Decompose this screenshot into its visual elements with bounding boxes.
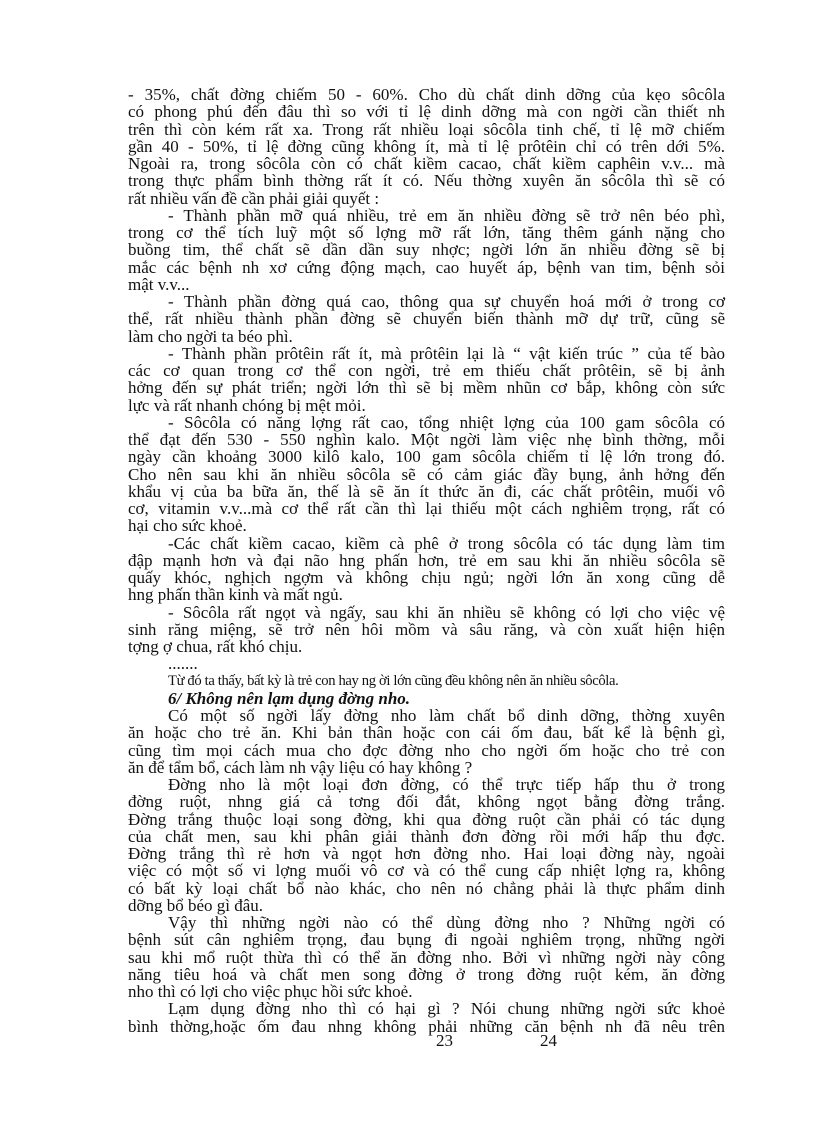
text-line: năng tiêu hoá và chất men song đờng ở trong đờng ruột kém, ăn đờng [128,964,725,984]
text-line: nho thì có lợi cho việc phục hồi sức khoẻ. [128,982,413,1001]
paragraph [128,707,725,776]
paragraph [128,673,725,690]
text-line: bình thờng,hoặc ốm đau nhng không phải những căn bệnh nh đã nêu trên [128,1016,725,1036]
text-line: Có một số ngời lấy đờng nho làm chất bổ dinh dỡng, thờng xuyên [168,706,725,725]
text-line: đập mạnh hơn và đại não hng phấn hơn, trẻ em sau khi ăn nhiều sôcôla sẽ [128,550,725,570]
text-line: tợng ợ chua, rất khó chịu. [128,637,303,656]
text-line: Đờng trắng thì rẻ hơn và ngọt hơn đờng nho. Hai loại đờng này, ngoài [128,844,725,863]
text-line: Đờng trắng thuộc loại song đờng, khi qua đờng ruột cần phải có tác dụng [128,809,725,829]
paragraph [128,207,725,293]
paragraph [128,293,725,345]
text-line: của chất men, sau khi phân giải thành đơn đờng rồi mới hấp thu đợc. [128,826,725,846]
text-line: cũng tìm mọi cách mua cho đợc đờng nho cho ngời ốm hoặc cho trẻ con [128,740,725,760]
document-body [128,86,725,1035]
text-line: trong cơ thể tích luỹ một số lợng mỡ rất lớn, tăng thêm gánh nặng cho [128,223,725,242]
text-line: sinh răng miệng, sẽ trở nên hôi mồm và sâu răng, và còn xuất hiện hiện [128,619,725,639]
text-line: khẩu vị của ba bữa ăn, thế là sẽ ăn ít thức ăn đi, các chất prôtêin, muối vô [128,481,725,501]
text-line: thể đạt đến 530 - 550 nghìn kalo. Một ngời làm việc nhẹ bình thờng, mỗi [128,430,725,449]
text-line: quấy khóc, nghịch ngợm và không chịu ngủ; ngời lớn ăn xong cũng dễ [128,568,725,587]
text-line: hởng đến sự phát triển; ngời lớn thì sẽ bị mềm nhũn cơ bắp, không còn sức [128,378,725,398]
text-line: đờng ruột, nhng giá cả tơng đối đắt, không ngọt bằng đờng trắng. [128,792,725,812]
text-line: bệnh sút cân nghiêm trọng, đau bụng đi ngoài nghiêm trọng, những ngời [128,930,725,950]
paragraph [128,414,725,535]
text-line: Đờng nho là một loại đơn đờng, có thể trực tiếp hấp thu ở trong [168,775,725,794]
text-line: trên thì còn kém rất xa. Trong rất nhiều loại sôcôla tinh chế, tỉ lệ mỡ chiếm [128,119,725,139]
text-line: - Thành phần mỡ quá nhiều, trẻ em ăn nhiều đờng sẽ trở nên béo phì, [168,205,725,225]
text-line: - Sôcôla rất ngọt và ngấy, sau khi ăn nhiều sẽ không có lợi cho việc vệ [168,602,725,622]
text-line: 6/ Không nên lạm dụng đờng nho. [168,688,411,708]
paragraph [128,86,725,207]
text-line: ....... [168,654,198,674]
text-line: hại cho sức khoẻ. [128,516,247,536]
paragraph [128,345,725,414]
text-line: Ngoài ra, trong sôcôla còn có chất kiềm cacao, chất kiềm caphêin v.v... mà [128,154,725,173]
paragraph [128,655,725,672]
text-line: rất nhiều vấn đề cần phải giải quyết : [128,188,380,208]
paragraph [128,776,725,914]
text-line: lực và rất nhanh chóng bị mệt mỏi. [128,395,366,415]
paragraph [128,914,725,1000]
text-line: làm cho ngời ta béo phì. [128,326,293,346]
text-line: Lạm dụng đờng nho thì có hại gì ? Nói chung những ngời sức khoẻ [168,999,725,1019]
text-line: ăn để tẩm bổ, cách làm nh vậy liệu có hay không ? [128,757,473,777]
paragraph [128,1000,725,1035]
text-line: - Thành phần đờng quá cao, thông qua sự chuyển hoá mới ở trong cơ [168,292,725,311]
text-line: sau khi mổ ruột thừa thì có thể ăn đờng nho. Bởi vì những ngời này công [128,947,725,967]
text-line: buồng tim, thể chất sẽ dần dần suy nhợc; ngời lớn ăn nhiều đờng sẽ bị [128,240,725,260]
text-line: việc có một số vi lợng muối vô cơ và có thể cung cấp nhiệt lợng ra, không [128,861,725,881]
text-line: có phong phú đến đâu thì so với tỉ lệ dinh dỡng mà con ngời cần thiết nh [128,102,725,122]
text-line: ăn hoặc cho trẻ ăn. Khi bản thân hoặc con cái ốm đau, bất kể là bệnh gì, [128,723,725,743]
section-heading [128,690,725,707]
text-line: trong thực phẩm bình thờng rất ít có. Nếu thờng xuyên ăn sôcôla thì sẽ có [128,171,725,191]
text-line: các cơ quan trong cơ thể con ngời, trẻ em thiếu chất prôtêin, sẽ bị ảnh [128,361,725,380]
text-line: dỡng bổ béo gì đâu. [128,895,264,915]
text-line: hng phấn thần kinh và mất ngủ. [128,585,343,605]
text-line: có bất kỳ loại chất bổ nào khác, cho nên nó chẳng phải là thực phẩm dinh [128,878,725,898]
text-line: mật v.v... [128,274,190,294]
paragraph [128,535,725,604]
text-line: mắc các bệnh nh xơ cứng động mạch, cao huyết áp, bệnh van tim, bệnh sỏi [128,257,725,277]
text-line: cơ, vitamin v.v...mà cơ thể rất cần thì lại thiếu một cách nghiêm trọng, rất có [128,499,725,518]
page-number-left: 23 [436,1031,453,1050]
text-line: - Thành phần prôtêin rất ít, mà prôtêin lại là “ vật kiến trúc ” của tế bào [168,343,725,363]
text-line: thể, rất nhiều thành phần đờng sẽ chuyển biến thành mỡ dự trữ, cũng sẽ [128,309,725,329]
page-number-right: 24 [540,1031,557,1050]
text-line: gần 40 - 50%, tỉ lệ đờng cũng không ít, mà tỉ lệ prôtêin chỉ có trên dới 5%. [128,136,725,156]
text-line: Cho nên sau khi ăn nhiều sôcôla sẽ có cảm giác đầy bụng, ảnh hởng đến [128,464,725,484]
text-line: -Các chất kiềm cacao, kiềm cà phê ở trong sôcôla có tác dụng làm tim [168,533,725,553]
text-line: - 35%, chất đờng chiếm 50 - 60%. Cho dù chất dinh dỡng của kẹo sôcôla [128,85,725,104]
text-line: - Sôcôla có năng lợng rất cao, tổng nhiệt lợng của 100 gam sôcôla có [168,412,725,432]
text-line: ngày cần khoảng 3000 kilô kalo, 100 gam sôcôla chiếm tỉ lệ lớn trong đó. [128,447,725,467]
text-line: Vậy thì những ngời nào có thể dùng đờng nho ? Những ngời có [168,913,725,932]
text-line: Từ đó ta thấy, bất kỳ là trẻ con hay ng ời lớn cũng đều không nên ăn nhiều sôcôla. [168,672,619,689]
paragraph [128,604,725,656]
